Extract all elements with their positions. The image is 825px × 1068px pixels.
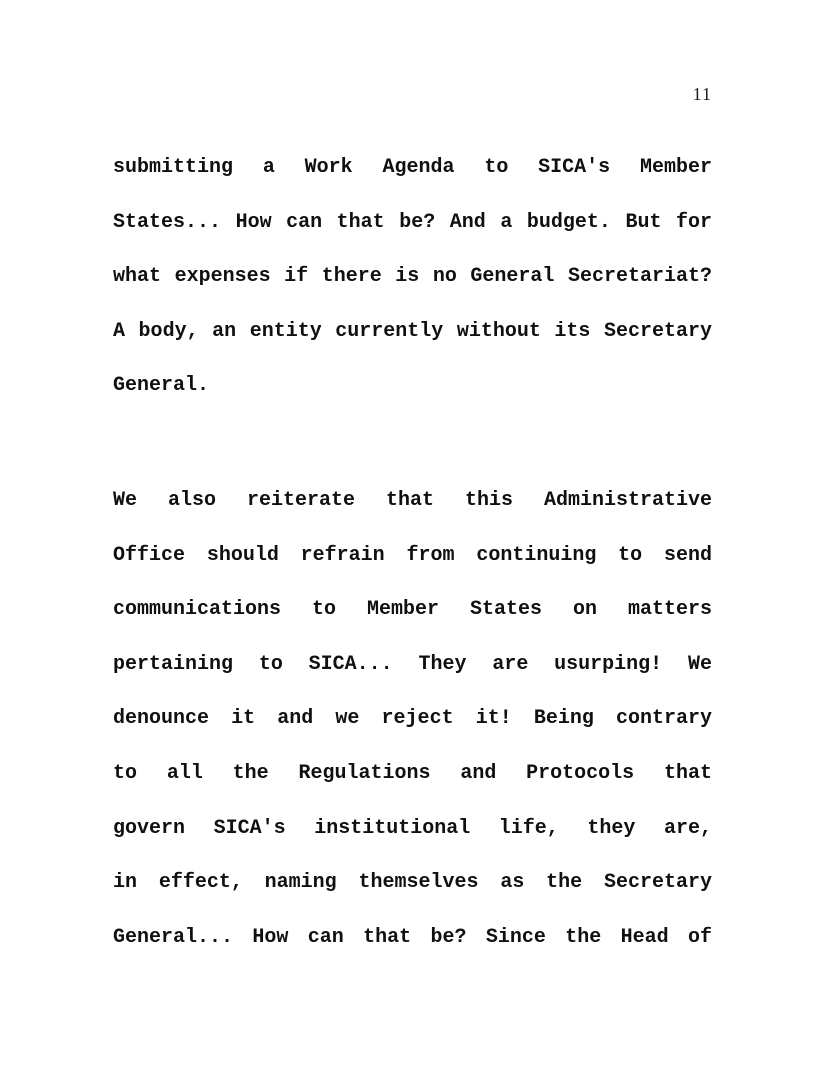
text-line: We also reiterate that this Administrative <box>113 488 712 512</box>
text-line: General. <box>113 374 210 398</box>
text-line: govern SICA's institutional life, they are, <box>113 816 712 840</box>
text-line: General... How can that be? Since the Head of <box>113 925 712 949</box>
text-line: States... How can that be? And a budget. But for <box>113 210 712 234</box>
text-line: what expenses if there is no General Secretariat? <box>113 265 712 289</box>
document-body <box>113 141 712 965</box>
text-line: communications to Member States on matters <box>113 598 712 622</box>
paragraph-1 <box>113 141 712 414</box>
text-line: pertaining to SICA... They are usurping! We <box>113 652 712 676</box>
text-line: to all the Regulations and Protocols that <box>113 761 712 785</box>
paragraph-2 <box>113 474 712 965</box>
text-line: in effect, naming themselves as the Secretary <box>113 871 712 895</box>
text-line: submitting a Work Agenda to SICA's Member <box>113 156 712 179</box>
page-number: 11 <box>692 84 712 104</box>
text-line: A body, an entity currently without its Secretary <box>113 319 712 343</box>
text-line: Office should refrain from continuing to send <box>113 543 712 567</box>
text-line: denounce it and we reject it! Being contrary <box>113 707 712 731</box>
